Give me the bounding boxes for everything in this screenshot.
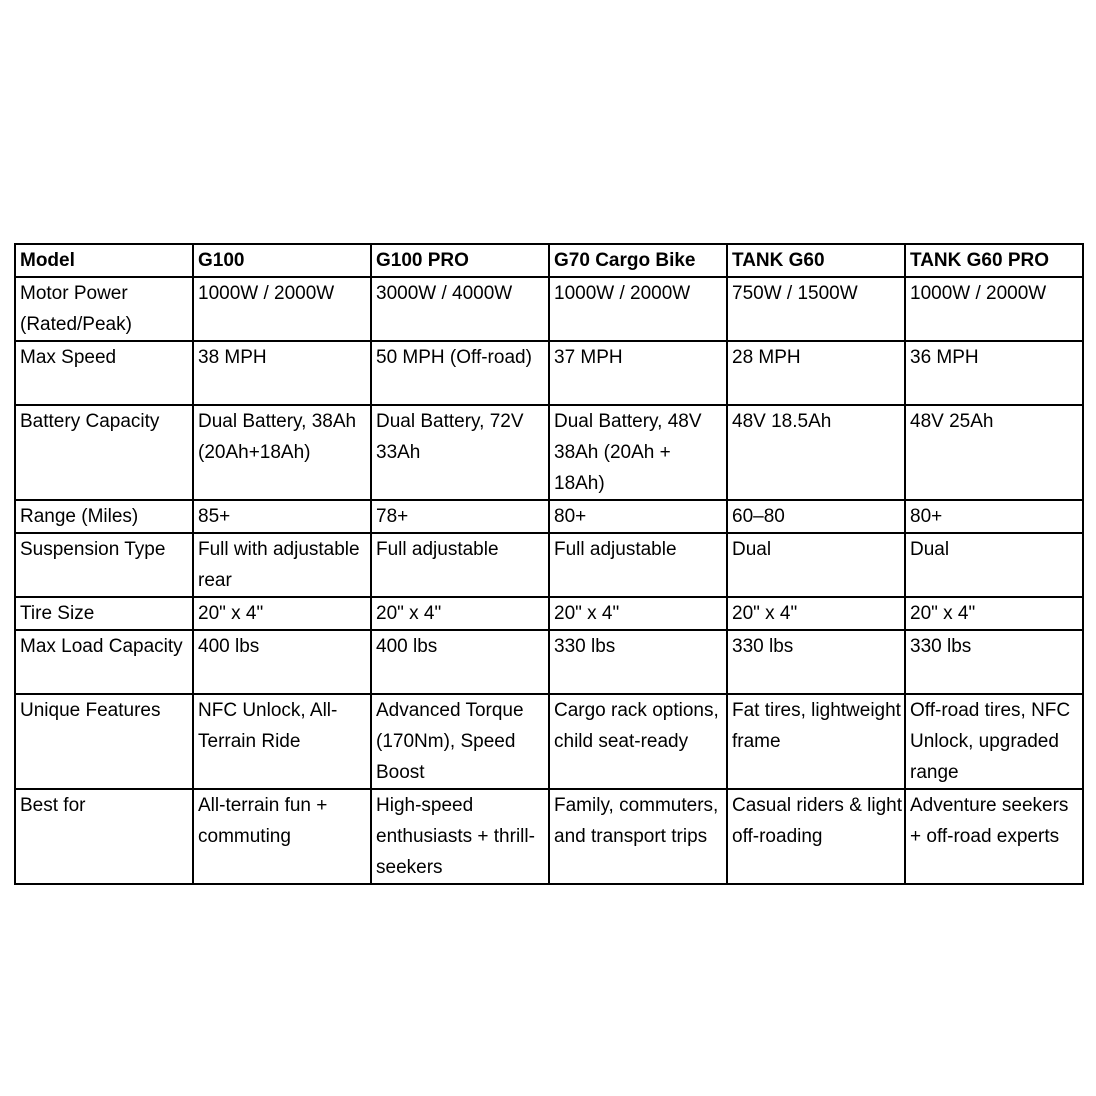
table-cell: Casual riders & light off-roading (727, 789, 905, 884)
table-row-tire-size (15, 597, 1083, 630)
row-label-tire-size: Tire Size (15, 597, 193, 630)
table-cell: 50 MPH (Off-road) (371, 341, 549, 405)
table-cell: 1000W / 2000W (549, 277, 727, 341)
table-cell: Dual (905, 533, 1083, 597)
row-label-range: Range (Miles) (15, 500, 193, 533)
table-cell: 48V 25Ah (905, 405, 1083, 500)
table-cell: NFC Unlock, All-Terrain Ride (193, 694, 371, 789)
row-label-battery-capacity: Battery Capacity (15, 405, 193, 500)
table-cell: 20" x 4" (727, 597, 905, 630)
table-cell: Dual Battery, 72V 33Ah (371, 405, 549, 500)
column-header-g70-cargo-bike: G70 Cargo Bike (549, 244, 727, 277)
table-cell: 48V 18.5Ah (727, 405, 905, 500)
table-cell: 400 lbs (193, 630, 371, 694)
table-row-range (15, 500, 1083, 533)
table-cell: 38 MPH (193, 341, 371, 405)
table-cell: Full adjustable (549, 533, 727, 597)
table-cell: 3000W / 4000W (371, 277, 549, 341)
table-cell: 20" x 4" (905, 597, 1083, 630)
table-cell: Full with adjustable rear (193, 533, 371, 597)
table-cell: 78+ (371, 500, 549, 533)
table-row-max-speed (15, 341, 1083, 405)
table-cell: 36 MPH (905, 341, 1083, 405)
row-label-unique-features: Unique Features (15, 694, 193, 789)
table-cell: 1000W / 2000W (193, 277, 371, 341)
table-cell: 330 lbs (905, 630, 1083, 694)
comparison-table-container (14, 243, 1084, 885)
column-header-g100: G100 (193, 244, 371, 277)
table-cell: 330 lbs (727, 630, 905, 694)
table-cell: Off-road tires, NFC Unlock, upgraded range (905, 694, 1083, 789)
table-cell: All-terrain fun + commuting (193, 789, 371, 884)
row-label-best-for: Best for (15, 789, 193, 884)
table-cell: 1000W / 2000W (905, 277, 1083, 341)
table-row-battery-capacity (15, 405, 1083, 500)
row-label-suspension-type: Suspension Type (15, 533, 193, 597)
column-header-g100-pro: G100 PRO (371, 244, 549, 277)
table-cell: Dual (727, 533, 905, 597)
table-cell: Cargo rack options, child seat-ready (549, 694, 727, 789)
table-cell: Family, commuters, and transport trips (549, 789, 727, 884)
table-cell: 330 lbs (549, 630, 727, 694)
table-row-max-load-capacity (15, 630, 1083, 694)
table-cell: Advanced Torque (170Nm), Speed Boost (371, 694, 549, 789)
column-header-tank-g60: TANK G60 (727, 244, 905, 277)
header-row (15, 244, 1083, 277)
table-cell: High-speed enthusiasts + thrill-seekers (371, 789, 549, 884)
table-cell: Fat tires, lightweight frame (727, 694, 905, 789)
table-row-motor-power (15, 277, 1083, 341)
table-cell: Dual Battery, 38Ah (20Ah+18Ah) (193, 405, 371, 500)
row-label-motor-power: Motor Power (Rated/Peak) (15, 277, 193, 341)
table-cell: Adventure seekers + off-road experts (905, 789, 1083, 884)
table-cell: 20" x 4" (193, 597, 371, 630)
table-cell: 80+ (905, 500, 1083, 533)
row-label-max-load-capacity: Max Load Capacity (15, 630, 193, 694)
table-row-unique-features (15, 694, 1083, 789)
table-cell: Dual Battery, 48V 38Ah (20Ah + 18Ah) (549, 405, 727, 500)
table-cell: Full adjustable (371, 533, 549, 597)
table-cell: 20" x 4" (371, 597, 549, 630)
column-header-model: Model (15, 244, 193, 277)
table-row-suspension-type (15, 533, 1083, 597)
column-header-tank-g60-pro: TANK G60 PRO (905, 244, 1083, 277)
table-cell: 28 MPH (727, 341, 905, 405)
table-cell: 80+ (549, 500, 727, 533)
table-cell: 85+ (193, 500, 371, 533)
table-cell: 37 MPH (549, 341, 727, 405)
table-cell: 60–80 (727, 500, 905, 533)
table-cell: 750W / 1500W (727, 277, 905, 341)
ebike-comparison-table (14, 243, 1084, 885)
table-cell: 400 lbs (371, 630, 549, 694)
row-label-max-speed: Max Speed (15, 341, 193, 405)
table-row-best-for (15, 789, 1083, 884)
table-cell: 20" x 4" (549, 597, 727, 630)
